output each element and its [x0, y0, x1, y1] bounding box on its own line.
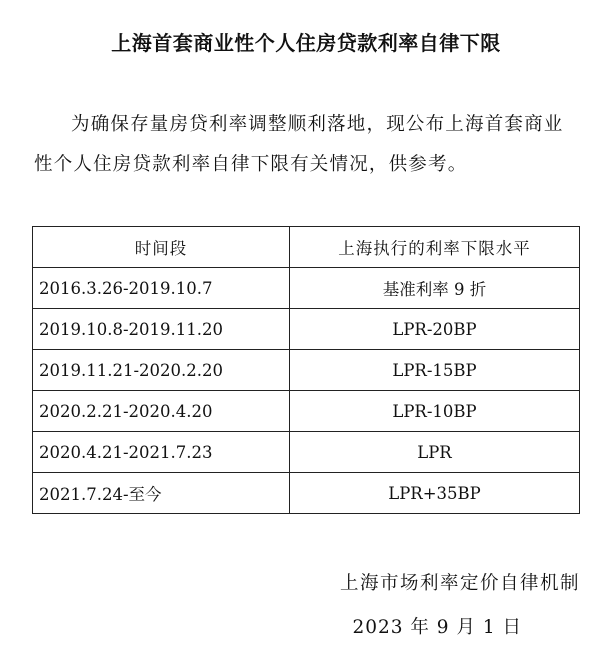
level-cell: LPR+35BP: [290, 473, 580, 514]
table-row: [33, 268, 580, 309]
level-cell: LPR-15BP: [290, 350, 580, 391]
issuer-signature: 上海市场利率定价自律机制: [339, 573, 580, 594]
period-cell: 2019.11.21-2020.2.20: [33, 350, 290, 391]
period-cell: 2016.3.26-2019.10.7: [33, 268, 290, 309]
header-period: 时间段: [33, 227, 290, 268]
table-row: [33, 391, 580, 432]
document-title: 上海首套商业性个人住房贷款利率自律下限: [111, 31, 501, 55]
table-row: [33, 473, 580, 514]
rate-floor-table: [32, 226, 580, 514]
table-row: [33, 350, 580, 391]
period-cell: 2020.2.21-2020.4.20: [33, 391, 290, 432]
level-cell: 基准利率 9 折: [290, 268, 580, 309]
level-cell: LPR-20BP: [290, 309, 580, 350]
table-row: [33, 432, 580, 473]
table-header-row: [33, 227, 580, 268]
level-cell: LPR: [290, 432, 580, 473]
table-row: [33, 309, 580, 350]
period-cell: 2019.10.8-2019.11.20: [33, 309, 290, 350]
level-cell: LPR-10BP: [290, 391, 580, 432]
period-cell: 2021.7.24-至今: [33, 473, 290, 514]
intro-paragraph: 为确保存量房贷利率调整顺利落地，现公布上海首套商业性个人住房贷款利率自律下限有关情况，供参考。: [34, 114, 564, 175]
issue-date: 2023 年 9 月 1 日: [352, 617, 522, 638]
header-level: 上海执行的利率下限水平: [290, 227, 580, 268]
period-cell: 2020.4.21-2021.7.23: [33, 432, 290, 473]
